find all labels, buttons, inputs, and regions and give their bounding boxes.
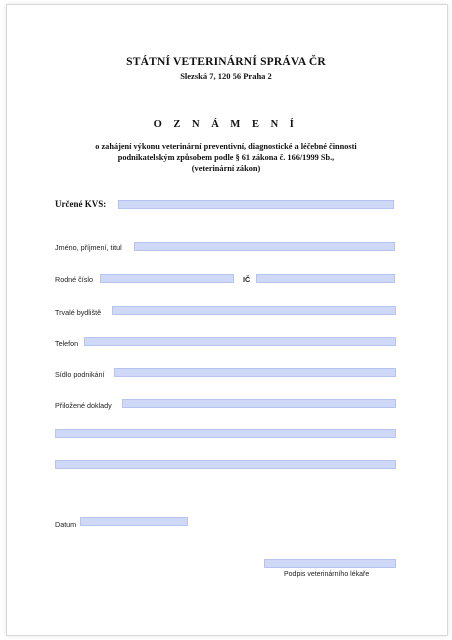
agency-address: Slezská 7, 120 56 Praha 2 — [180, 71, 272, 81]
attachments-field[interactable] — [122, 399, 396, 408]
subtitle-line-2: podnikatelským způsobem podle § 61 zákona č. 166/1999 Sb., — [117, 153, 335, 162]
ic-field[interactable] — [256, 274, 395, 283]
kvs-label: Určené KVS: — [55, 199, 107, 209]
business-seat-label: Sídlo podnikání — [55, 370, 105, 379]
birth-number-field[interactable] — [100, 274, 234, 283]
document-page — [6, 4, 448, 636]
residence-field[interactable] — [112, 306, 396, 315]
date-label: Datum — [55, 520, 77, 529]
residence-label: Trvalé bydliště — [55, 308, 102, 317]
attachments-label: Přiložené doklady — [55, 401, 112, 410]
name-field[interactable] — [134, 242, 395, 251]
date-field[interactable] — [80, 517, 188, 526]
phone-field[interactable] — [84, 337, 396, 346]
signature-field[interactable] — [264, 559, 396, 568]
birth-number-label: Rodné číslo — [55, 275, 93, 284]
phone-label: Telefon — [55, 339, 79, 348]
name-label: Jméno, příjmení, titul — [55, 243, 122, 252]
signature-label: Podpis veterinárního lékaře — [284, 571, 370, 578]
business-seat-field[interactable] — [114, 368, 396, 377]
agency-name: STÁTNÍ VETERINÁRNÍ SPRÁVA ČR — [126, 56, 326, 68]
attachments-extra-field-1[interactable] — [55, 429, 396, 438]
kvs-field[interactable] — [118, 200, 394, 209]
attachments-extra-field-2[interactable] — [55, 460, 396, 469]
subtitle-line-3: (veterinární zákon) — [191, 164, 261, 173]
document-title: O Z N Á M E N Í — [153, 119, 299, 130]
subtitle-line-1: o zahájení výkonu veterinární preventivní, diagnostické a léčebné činnosti — [95, 142, 357, 151]
ic-label: IČ — [243, 275, 251, 284]
